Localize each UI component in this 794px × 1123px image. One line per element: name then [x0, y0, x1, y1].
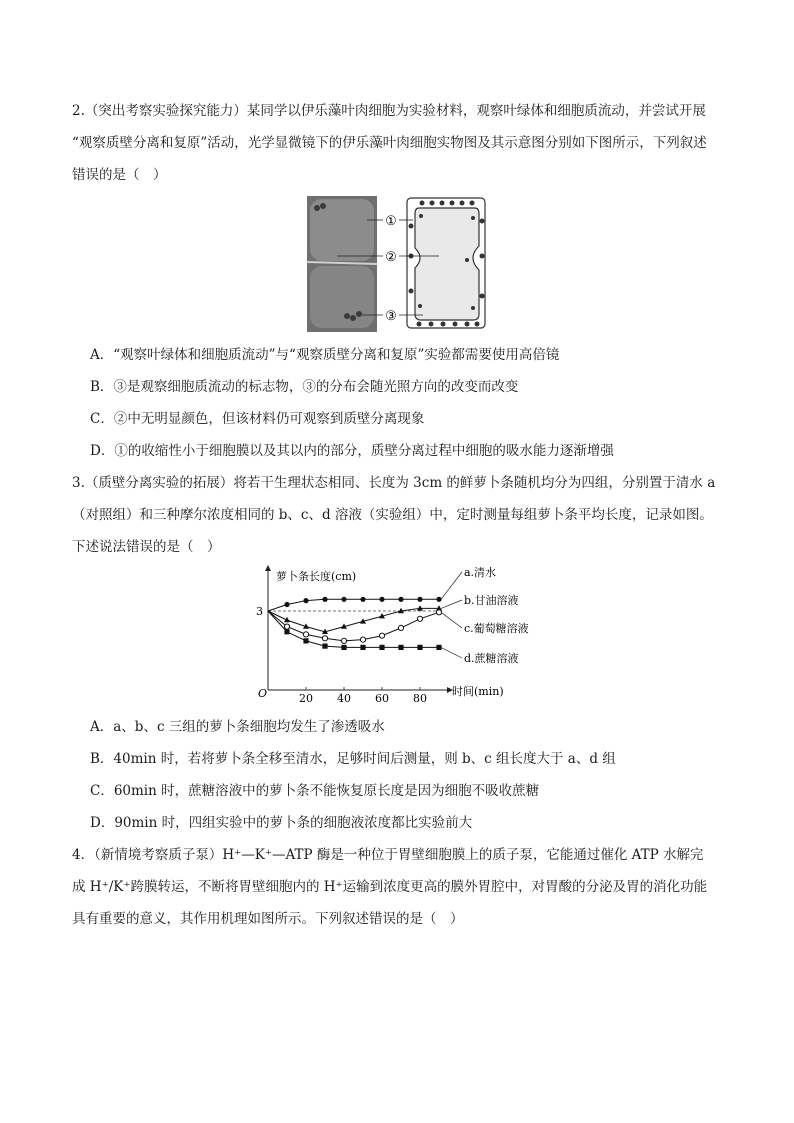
point-c: [398, 625, 403, 630]
point-c: [436, 610, 441, 615]
point-d: [341, 645, 346, 650]
point-d: [379, 645, 384, 650]
point-a: [436, 597, 441, 602]
x-tick-label: 40: [337, 692, 351, 705]
point-c: [417, 616, 422, 621]
point-d: [284, 629, 289, 634]
q3-stem-line2: （对照组）和三种摩尔浓度相同的 b、c、d 溶液（实验组）中，定时测量每组萝卜条平均长度，记录如图。: [72, 507, 713, 523]
point-c: [303, 632, 308, 637]
q4-stem-line1: 4．（新情境考察质子泵）H⁺—K⁺—ATP 酶是一种位于胃壁细胞膜上的质子泵，它能通过催化 ATP 水解完: [72, 847, 704, 863]
point-d: [398, 645, 403, 650]
legend-label-d: d.蔗糖溶液: [464, 652, 519, 665]
point-c: [341, 638, 346, 643]
legend-label-c: c.葡萄糖溶液: [464, 622, 529, 635]
legend-label-a: a.清水: [464, 566, 497, 579]
series-line: [268, 608, 439, 631]
q3-stem-line1: 3.（质壁分离实验的拓展）将若干生理状态相同、长度为 3cm 的鲜萝卜条随机均分为四组，分别置于清水 a: [72, 475, 716, 491]
point-c: [379, 633, 384, 638]
q4-stem-line2: 成 H⁺/K⁺跨膜转运，不断将胃壁细胞内的 H⁺运输到浓度更高的膜外胃腔中，对胃酸的分泌及胃的消化功能: [72, 879, 708, 895]
point-a: [303, 598, 308, 603]
legend-leader: [441, 647, 462, 658]
point-a: [417, 597, 422, 602]
q2-option-c: C．②中无明显颜色，但该材料仍可观察到质壁分离现象: [90, 411, 425, 427]
q2-option-b: B．③是观察细胞质流动的标志物，③的分布会随光照方向的改变而改变: [90, 379, 519, 395]
point-a: [341, 597, 346, 602]
cell-figure: [307, 196, 487, 332]
point-c: [284, 624, 289, 629]
point-a: [360, 597, 365, 602]
q3-stem-line3: 下述说法错误的是（ ）: [72, 539, 221, 555]
protoplast: [415, 208, 479, 320]
legend-leader: [441, 612, 462, 628]
label-2: ②: [385, 250, 397, 265]
point-a: [322, 597, 327, 602]
legend-label-b: b.甘油溶液: [464, 594, 519, 607]
point-c: [322, 636, 327, 641]
point-a: [284, 602, 289, 607]
q2-stem-line3: 错误的是（ ）: [72, 167, 167, 183]
point-d: [322, 644, 327, 649]
q3-option-b: B．40min 时，若将萝卜条全移至清水，足够时间后测量，则 b、c 组长度大于 a、d 组: [90, 751, 616, 767]
q4-stem-line3: 具有重要的意义，其作用机理如图所示。下列叙述错误的是（ ）: [72, 911, 464, 927]
x-tick-label: 80: [413, 692, 427, 705]
point-a: [398, 597, 403, 602]
point-c: [360, 637, 365, 642]
point-d: [360, 645, 365, 650]
point-d: [417, 645, 422, 650]
q3-option-d: D．90min 时，四组实验中的萝卜条的细胞液浓度都比实验前大: [90, 815, 473, 831]
series-line: [268, 611, 439, 641]
point-a: [379, 597, 384, 602]
point-d: [436, 645, 441, 650]
x-tick-label: 60: [375, 692, 389, 705]
length-chart: [250, 560, 550, 705]
point-d: [303, 638, 308, 643]
q3-option-a: A．a、b、c 三组的萝卜条细胞均发生了渗透吸水: [90, 719, 385, 735]
x-tick-label: 20: [299, 692, 313, 705]
y-axis-label: 萝卜条长度(cm): [276, 570, 357, 583]
legend-leader: [441, 572, 462, 599]
x-axis-label: 时间(min): [452, 685, 504, 698]
q2-option-d: D．①的收缩性小于细胞膜以及其以内的部分，质壁分离过程中细胞的吸水能力逐渐增强: [90, 443, 614, 459]
q3-option-c: C．60min 时，蔗糖溶液中的萝卜条不能恢复原长度是因为细胞不吸收蔗糖: [90, 783, 540, 799]
y-tick-3: 3: [256, 605, 263, 618]
label-1: ①: [385, 214, 397, 229]
series-c: [268, 610, 442, 644]
q2-stem-line1: 2.（突出考察实验探究能力）某同学以伊乐藻叶肉细胞为实验材料，观察叶绿体和细胞质流动，并尝试开展: [72, 103, 706, 119]
origin-label: O: [258, 687, 268, 700]
q2-stem-line2: “观察质壁分离和复原”活动，光学显微镜下的伊乐藻叶肉细胞实物图及其示意图分别如下图所示，下列叙述: [72, 135, 707, 151]
label-3: ③: [385, 309, 397, 324]
legend-leader: [441, 600, 462, 608]
q2-option-a: A．“观察叶绿体和细胞质流动”与“观察质壁分离和复原”实验都需要使用高倍镜: [90, 347, 560, 363]
series-d: [268, 611, 442, 650]
